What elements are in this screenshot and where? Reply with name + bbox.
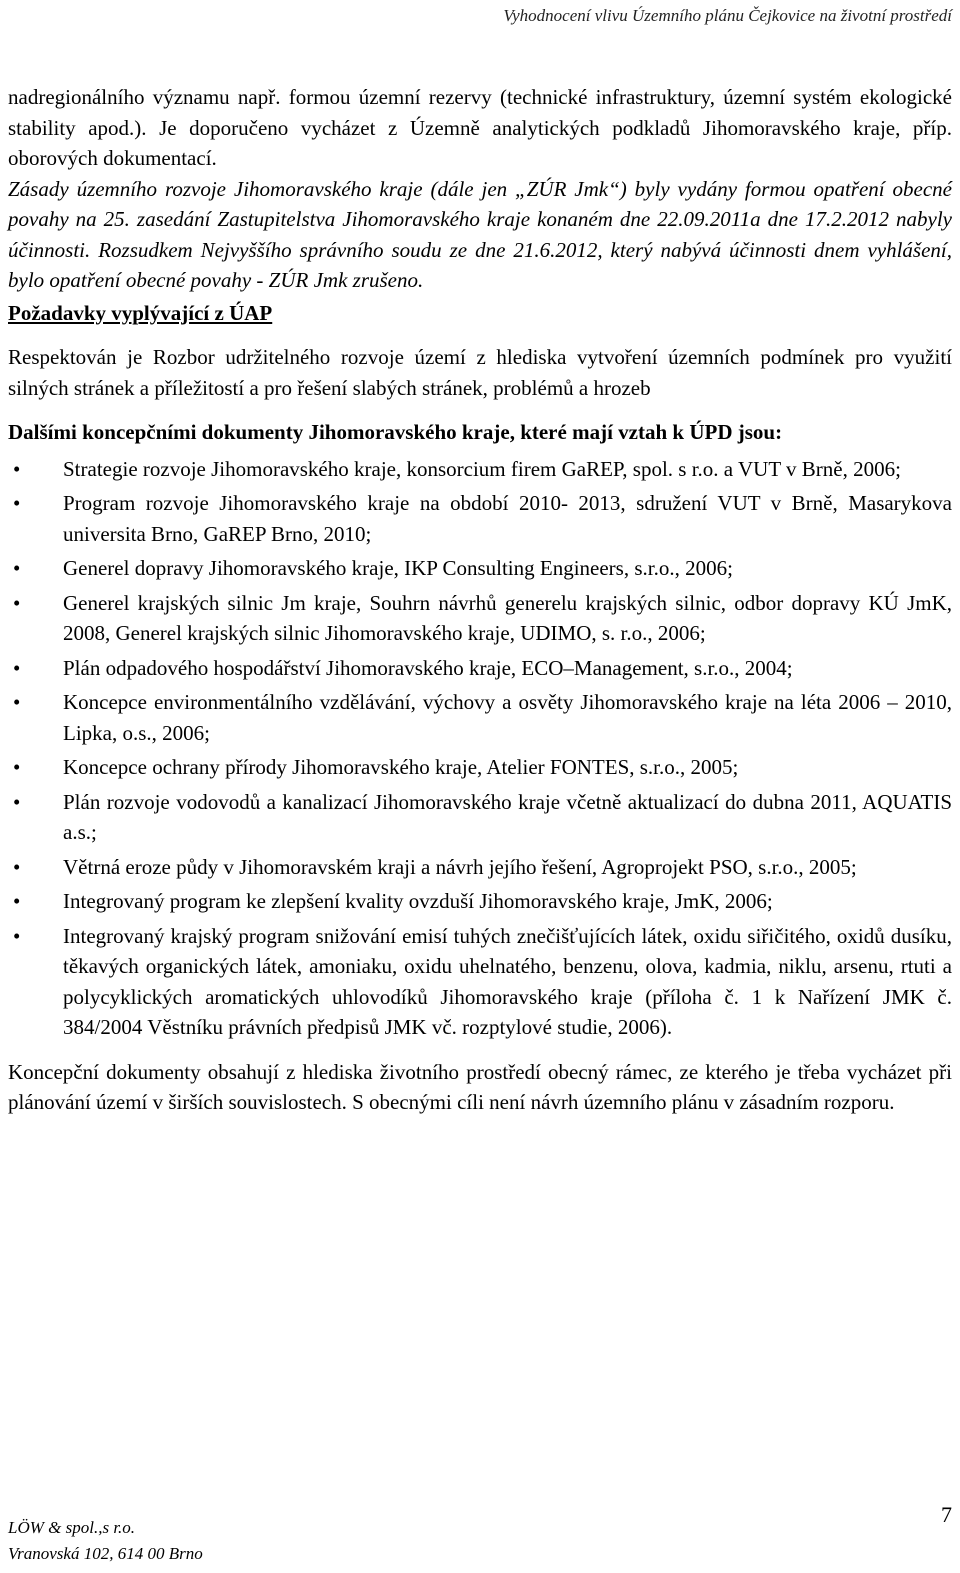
list-item <box>8 454 952 485</box>
bullet-icon: • <box>13 590 21 615</box>
bullet-icon: • <box>13 556 21 580</box>
documents-list <box>8 454 952 1043</box>
list-item <box>8 852 952 883</box>
bullet-icon: • <box>13 491 21 515</box>
bullet-icon: • <box>13 854 21 879</box>
list-item <box>8 553 952 584</box>
bullet-icon: • <box>13 456 21 481</box>
footer-address: Vranovská 102, 614 00 Brno <box>8 1544 203 1563</box>
list-item <box>8 787 952 848</box>
uap-heading: Požadavky vyplývající z ÚAP <box>8 300 273 325</box>
page-number: 7 <box>941 1502 952 1527</box>
document-body <box>8 82 952 1118</box>
zur-paragraph: Zásady územního rozvoje Jihomoravského kraje (dále jen „ZÚR Jmk“) byly vydány formou opatření obecné povahy na 25. zasedání Zastupitelstva Jihomoravského kraje konaném dne 22.09.2011a dne 17.2.2012 nabyly účinnosti. Rozsudkem Nejvyššího správního soudu ze dne 21.6.2012, který nabývá účinnosti dnem vyhlášení, bylo opatření obecné povahy - ZÚR Jmk zrušeno. <box>8 176 952 292</box>
bullet-icon: • <box>13 690 21 714</box>
list-item <box>8 886 952 917</box>
bullet-icon: • <box>13 655 21 680</box>
list-item <box>8 752 952 783</box>
footer <box>8 1515 203 1567</box>
bullet-icon: • <box>13 889 21 913</box>
running-header: Vyhodnocení vlivu Územního plánu Čejkovice na životní prostředí <box>503 6 952 25</box>
list-item <box>8 687 952 748</box>
docs-heading: Dalšími koncepčními dokumenty Jihomoravského kraje, které mají vztah k ÚPD jsou: <box>8 420 783 444</box>
bullet-icon: • <box>13 755 21 779</box>
list-item-text: Generel dopravy Jihomoravského kraje, IKP Consulting Engineers, s.r.o., 2006; <box>63 556 733 580</box>
list-item-text: Integrovaný krajský program snižování emisí tuhých znečišťujících látek, oxidu siřičitého, oxidů dusíku, těkavých organických látek, amoniaku, oxidu uhelnatého, benzenu, olova, kadmia, niklu, arsenu, rtuti a polycyklických aromatických uhlovodíků Jihomoravského kraje (příloha č. 1 k Nařízení JMK č. 384/2004 Věstníku právních předpisů JMK vč. rozptylové studie, 2006). <box>63 923 952 1039</box>
list-item <box>8 921 952 1043</box>
list-item-text: Strategie rozvoje Jihomoravského kraje, konsorcium firem GaREP, spol. s r.o. a VUT v Brně, 2006; <box>63 456 901 481</box>
list-item <box>8 588 952 649</box>
list-item-text: Plán rozvoje vodovodů a kanalizací Jihomoravského kraje včetně aktualizací do dubna 2011, AQUATIS a.s.; <box>63 789 952 844</box>
list-item-text: Program rozvoje Jihomoravského kraje na období 2010- 2013, sdružení VUT v Brně, Masarykova universita Brno, GaREP Brno, 2010; <box>63 491 952 546</box>
footer-company: LÖW & spol.,s r.o. <box>8 1518 136 1537</box>
list-item-text: Integrovaný program ke zlepšení kvality ovzduší Jihomoravského kraje, JmK, 2006; <box>63 889 773 913</box>
bullet-icon: • <box>13 789 21 814</box>
intro-paragraph: nadregionálního významu např. formou územní rezervy (technické infrastruktury, územní systém ekologické stability apod.). Je doporučeno vycházet z Územně analytických podkladů Jihomoravského kraje, příp. oborových dokumentací. <box>8 85 952 170</box>
list-item-text: Koncepce environmentálního vzdělávání, výchovy a osvěty Jihomoravského kraje na léta 2006 – 2010, Lipka, o.s., 2006; <box>63 690 952 745</box>
list-item-text: Plán odpadového hospodářství Jihomoravského kraje, ECO–Management, s.r.o., 2004; <box>63 655 793 680</box>
list-item <box>8 488 952 549</box>
list-item-text: Generel krajských silnic Jm kraje, Souhrn návrhů generelu krajských silnic, odbor dopravy KÚ JmK, 2008, Generel krajských silnic Jihomoravského kraje, UDIMO, s. r.o., 2006; <box>63 590 952 645</box>
list-item <box>8 653 952 684</box>
closing-paragraph: Koncepční dokumenty obsahují z hlediska životního prostředí obecný rámec, ze kterého je třeba vycházet při plánování území v širších souvislostech. S obecnými cíli není návrh územního plánu v zásadním rozporu. <box>8 1059 952 1114</box>
uap-paragraph: Respektován je Rozbor udržitelného rozvoje území z hlediska vytvoření územních podmínek pro využití silných stránek a příležitostí a pro řešení slabých stránek, problémů a hrozeb <box>8 345 952 400</box>
bullet-icon: • <box>13 923 21 948</box>
list-item-text: Větrná eroze půdy v Jihomoravském kraji a návrh jejího řešení, Agroprojekt PSO, s.r.o., 2005; <box>63 854 857 879</box>
list-item-text: Koncepce ochrany přírody Jihomoravského kraje, Atelier FONTES, s.r.o., 2005; <box>63 755 739 779</box>
